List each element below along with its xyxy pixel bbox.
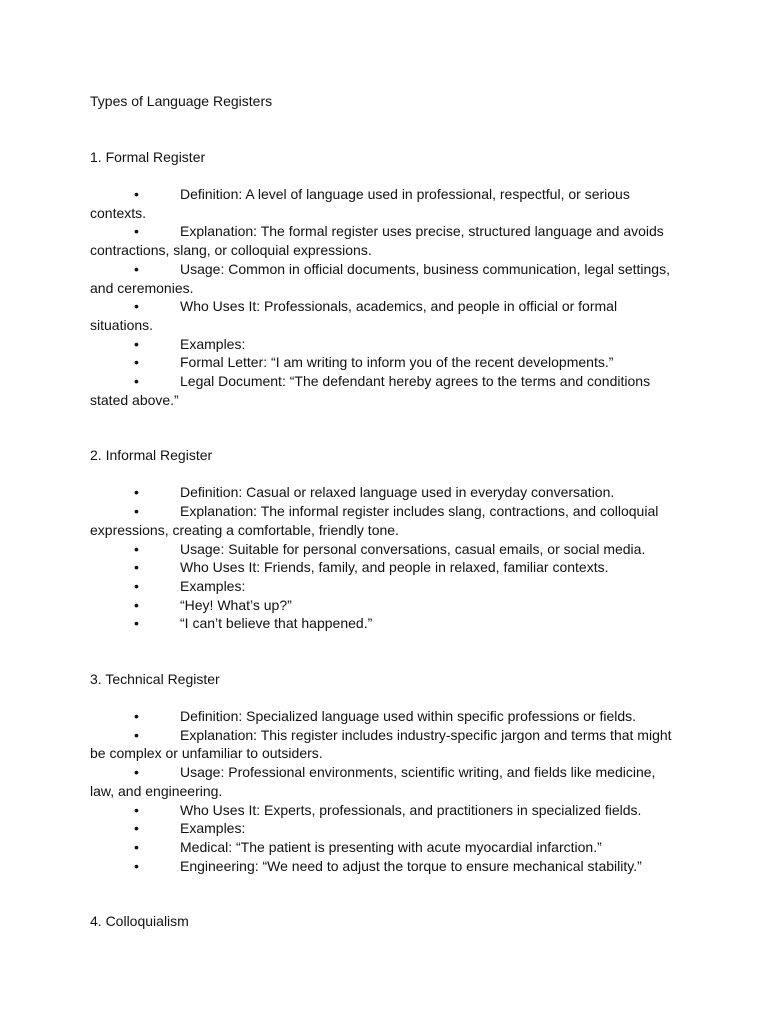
bullet-list [90,483,680,633]
bullet-text: Examples: [180,577,246,594]
bullet-item [90,838,680,857]
bullet-icon: • [134,540,139,557]
bullet-icon: • [134,335,139,352]
section-title: 1. Formal Register [90,149,206,165]
bullet-item [90,707,680,726]
section-title: 3. Technical Register [90,671,220,688]
document-body [90,92,680,931]
bullet-text: Explanation: This register includes industry-specific jargon and terms that might be complex or unfamiliar to outsiders. [90,726,672,762]
bullet-item [90,819,680,838]
bullet-text: Medical: “The patient is presenting with acute myocardial infarction.” [180,838,602,855]
sections-container [90,148,680,931]
bullet-icon: • [134,298,139,315]
bullet-icon: • [134,857,139,874]
bullet-text: Legal Document: “The defendant hereby agrees to the terms and conditions stated above.” [90,373,651,408]
bullet-text: Examples: [180,335,246,352]
bullet-text: Usage: Common in official documents, business communication, legal settings, and ceremonies. [90,260,670,296]
bullet-icon: • [134,726,139,743]
section-title: 4. Colloquialism [90,913,189,930]
bullet-text: Usage: Professional environments, scientific writing, and fields like medicine, law, and engineering. [90,764,656,799]
bullet-icon: • [134,820,139,837]
bullet-item [90,353,680,372]
bullet-icon: • [134,484,139,501]
bullet-text: Definition: Casual or relaxed language used in everyday conversation. [180,484,615,501]
bullet-text: Who Uses It: Professionals, academics, and people in official or formal situations. [90,298,618,333]
bullet-text: Usage: Suitable for personal conversations, casual emails, or social media. [180,540,646,557]
bullet-icon: • [134,596,139,613]
section [90,446,680,633]
section [90,148,680,409]
bullet-item [90,614,680,633]
section [90,912,680,931]
bullet-item [90,297,680,334]
bullet-icon: • [134,764,139,781]
bullet-icon: • [134,354,139,371]
bullet-item [90,335,680,354]
bullet-text: Definition: Specialized language used within specific professions or fields. [180,708,637,725]
bullet-list [90,185,680,409]
bullet-item [90,185,680,222]
bullet-icon: • [134,708,139,725]
bullet-icon: • [134,559,139,576]
bullet-item [90,483,680,502]
bullet-item [90,502,680,539]
bullet-icon: • [134,577,139,594]
section-title: 2. Informal Register [90,447,213,464]
bullet-item [90,222,680,259]
bullet-item [90,540,680,559]
bullet-text: Who Uses It: Experts, professionals, and practitioners in specialized fields. [180,801,642,818]
section [90,670,680,875]
bullet-item [90,726,680,763]
bullet-icon: • [134,838,139,855]
bullet-text: “I can’t believe that happened.” [180,615,373,632]
bullet-item [90,260,680,297]
bullet-item [90,596,680,615]
bullet-text: Formal Letter: “I am writing to inform you of the recent developments.” [180,354,614,371]
bullet-item [90,558,680,577]
bullet-icon: • [134,223,139,240]
bullet-icon: • [134,801,139,818]
bullet-text: Definition: A level of language used in professional, respectful, or serious contexts. [90,186,630,221]
bullet-item [90,372,680,409]
bullet-icon: • [134,615,139,632]
bullet-icon: • [134,503,139,520]
bullet-item [90,857,680,876]
document-title: Types of Language Registers [90,93,273,109]
bullet-text: “Hey! What’s up?” [180,596,292,613]
bullet-text: Explanation: The formal register uses precise, structured language and avoids contractions, slang, or colloquial expressions. [90,223,664,259]
bullet-icon: • [134,373,139,390]
bullet-item [90,801,680,820]
bullet-text: Engineering: “We need to adjust the torque to ensure mechanical stability.” [180,857,642,874]
bullet-text: Explanation: The informal register includes slang, contractions, and colloquial expressions, creating a comfortable, friendly tone. [90,503,659,538]
bullet-text: Examples: [180,820,246,837]
bullet-item [90,577,680,596]
bullet-list [90,707,680,875]
bullet-item [90,763,680,800]
bullet-icon: • [134,260,139,277]
bullet-icon: • [134,186,139,202]
bullet-text: Who Uses It: Friends, family, and people in relaxed, familiar contexts. [180,559,609,576]
